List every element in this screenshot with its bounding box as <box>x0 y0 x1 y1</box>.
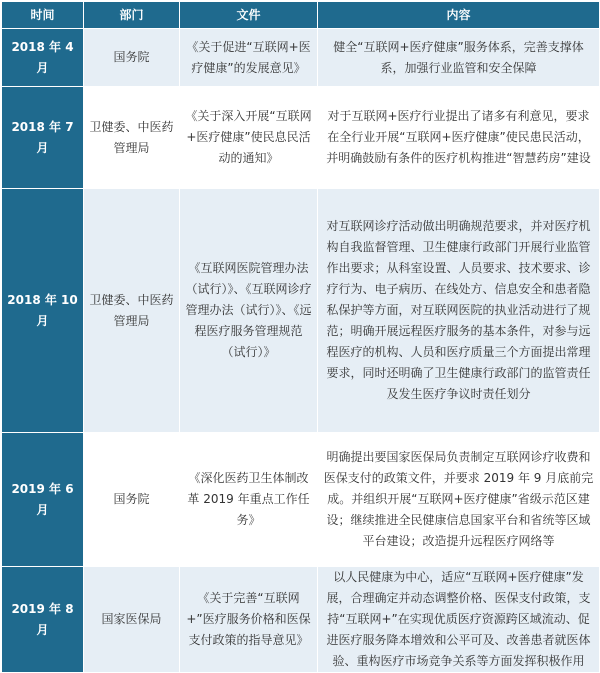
row-content: 明确提出要国家医保局负责制定互联网诊疗收费和医保支付的政策文件，并要求 2019 年 9 月底前完成。并组织开展“互联网+医疗健康”省级示范区建设；继续推进全民健康信息国家平台和省统等区域平台建设；改造提升远程医疗网络等 <box>318 433 600 567</box>
row-content: 健全“互联网+医疗健康”服务体系，完善支撑体系，加强行业监管和安全保障 <box>318 29 600 87</box>
row-dept: 卫健委、中医药管理局 <box>84 87 180 189</box>
row-time: 2018 年 4 月 <box>2 29 84 87</box>
row-dept: 国务院 <box>84 433 180 567</box>
row-dept: 国家医保局 <box>84 567 180 673</box>
row-content: 以人民健康为中心，适应“互联网+医疗健康”发展，合理确定并动态调整价格、医保支付政策，支持“互联网+”在实现优质医疗资源跨区域流动、促进医疗服务降本增效和公平可及、改善患者就医体验、重构医疗市场竞争关系等方面发挥积极作用 <box>318 567 600 673</box>
row-file: 《关于完善“互联网+”医疗服务价格和医保支付政策的指导意见》 <box>180 567 318 673</box>
table-row <box>2 433 600 567</box>
row-dept: 国务院 <box>84 29 180 87</box>
row-file: 《互联网医院管理办法（试行）》、《互联网诊疗管理办法（试行）》、《远程医疗服务管理规范（试行）》 <box>180 189 318 433</box>
header-time: 时间 <box>2 2 84 29</box>
row-dept: 卫健委、中医药管理局 <box>84 189 180 433</box>
table-row <box>2 189 600 433</box>
header-row <box>2 2 600 29</box>
header-file: 文件 <box>180 2 318 29</box>
row-time: 2019 年 8 月 <box>2 567 84 673</box>
row-time: 2018 年 7 月 <box>2 87 84 189</box>
header-content: 内容 <box>318 2 600 29</box>
row-content: 对于互联网+医疗行业提出了诸多有利意见，要求在全行业开展“互联网+医疗健康”使民患民活动，并明确鼓励有条件的医疗机构推进“智慧药房”建设 <box>318 87 600 189</box>
row-content: 对互联网诊疗活动做出明确规范要求，并对医疗机构自我监督管理、卫生健康行政部门开展行业监管作出要求；从科室设置、人员要求、技术要求、诊疗行为、电子病历、在线处方、信息安全和患者隐私保护等方面，对互联网医院的执业活动进行了规范；明确开展远程医疗服务的基本条件，对参与远程医疗的机构、人员和医疗质量三个方面提出常理要求，同时还明确了卫生健康行政部门的监管责任及发生医疗争议时责任划分 <box>318 189 600 433</box>
row-time: 2019 年 6 月 <box>2 433 84 567</box>
row-file: 《关于深入开展“互联网+医疗健康”使民息民活动的通知》 <box>180 87 318 189</box>
row-time: 2018 年 10 月 <box>2 189 84 433</box>
table-row <box>2 567 600 673</box>
table-row <box>2 87 600 189</box>
row-file: 《关于促进“互联网+医疗健康”的发展意见》 <box>180 29 318 87</box>
header-dept: 部门 <box>84 2 180 29</box>
row-file: 《深化医药卫生体制改革 2019 年重点工作任务》 <box>180 433 318 567</box>
policy-table <box>1 1 600 673</box>
table-row <box>2 29 600 87</box>
